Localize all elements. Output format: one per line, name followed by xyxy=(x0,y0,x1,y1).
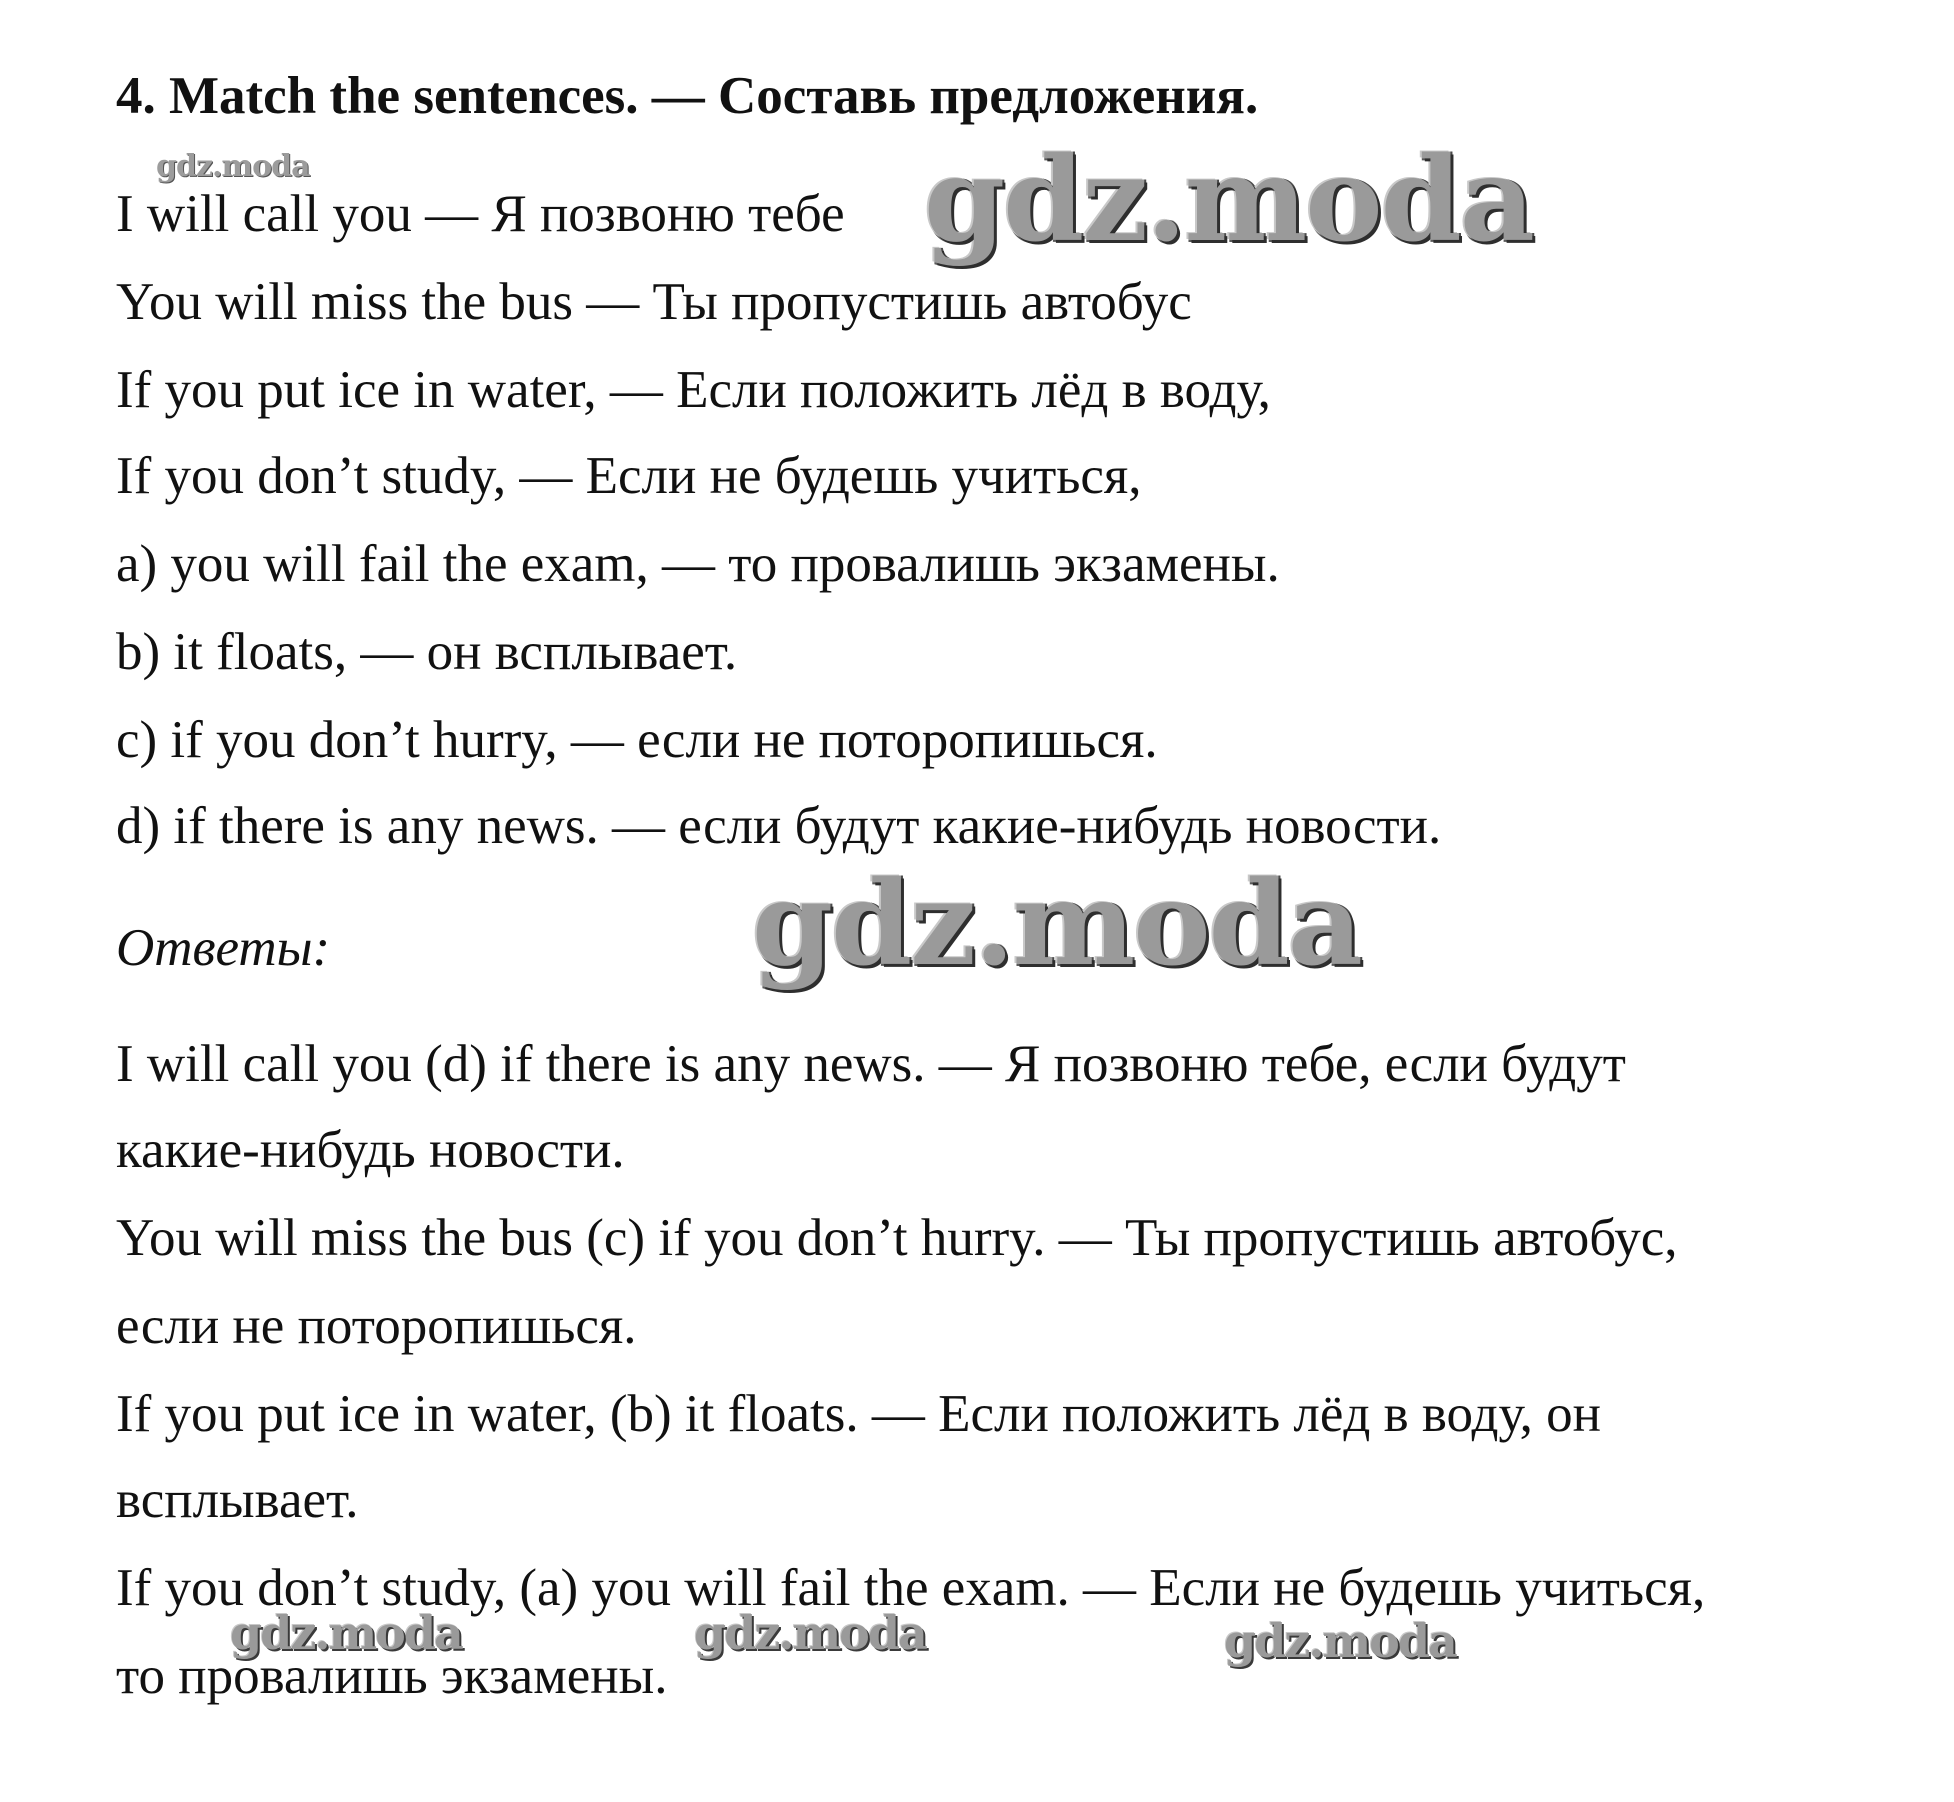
answer-line-5: If you put ice in water, (b) it floats. — Если положить лёд в воду, он xyxy=(116,1385,1602,1443)
option-b: b) it floats, — он всплывает. xyxy=(116,623,738,681)
answer-line-3: You will miss the bus (c) if you don’t hurry. — Ты пропустишь автобус, xyxy=(116,1209,1678,1267)
option-a: a) you will fail the exam, — то провалишь экзамены. xyxy=(116,535,1280,593)
option-d: d) if there is any news. — если будут какие-нибудь новости. xyxy=(116,797,1442,855)
answer-line-6: всплывает. xyxy=(116,1471,359,1529)
option-c: c) if you don’t hurry, — если не поторопишься. xyxy=(116,711,1158,769)
answers-label: Ответы: xyxy=(116,919,331,977)
watermark-big-middle: gdz.moda xyxy=(752,856,1361,992)
watermark-bottom-center: gdz.moda xyxy=(694,1606,926,1660)
watermark-small-top: gdz.moda xyxy=(156,149,310,184)
task-line-4: If you don’t study, — Если не будешь учиться, xyxy=(116,447,1142,505)
watermark-big-top: gdz.moda xyxy=(924,132,1533,268)
task-line-3: If you put ice in water, — Если положить лёд в воду, xyxy=(116,361,1271,419)
watermark-bottom-right: gdz.moda xyxy=(1224,1614,1456,1668)
answer-line-7: If you don’t study, (a) you will fail the exam. — Если не будешь учиться, xyxy=(116,1559,1706,1617)
watermark-bottom-left: gdz.moda xyxy=(230,1606,462,1660)
answer-line-2: какие-нибудь новости. xyxy=(116,1121,625,1179)
answer-line-8: то провалишь экзамены. xyxy=(116,1647,668,1705)
answer-line-4: если не поторопишься. xyxy=(116,1297,637,1355)
answer-line-1: I will call you (d) if there is any news. — Я позвоню тебе, если будут xyxy=(116,1035,1626,1093)
exercise-heading: 4. Match the sentences. — Составь предложения. xyxy=(116,67,1259,125)
task-line-2: You will miss the bus — Ты пропустишь автобус xyxy=(116,273,1192,331)
task-line-1: I will call you — Я позвоню тебе xyxy=(116,185,845,243)
